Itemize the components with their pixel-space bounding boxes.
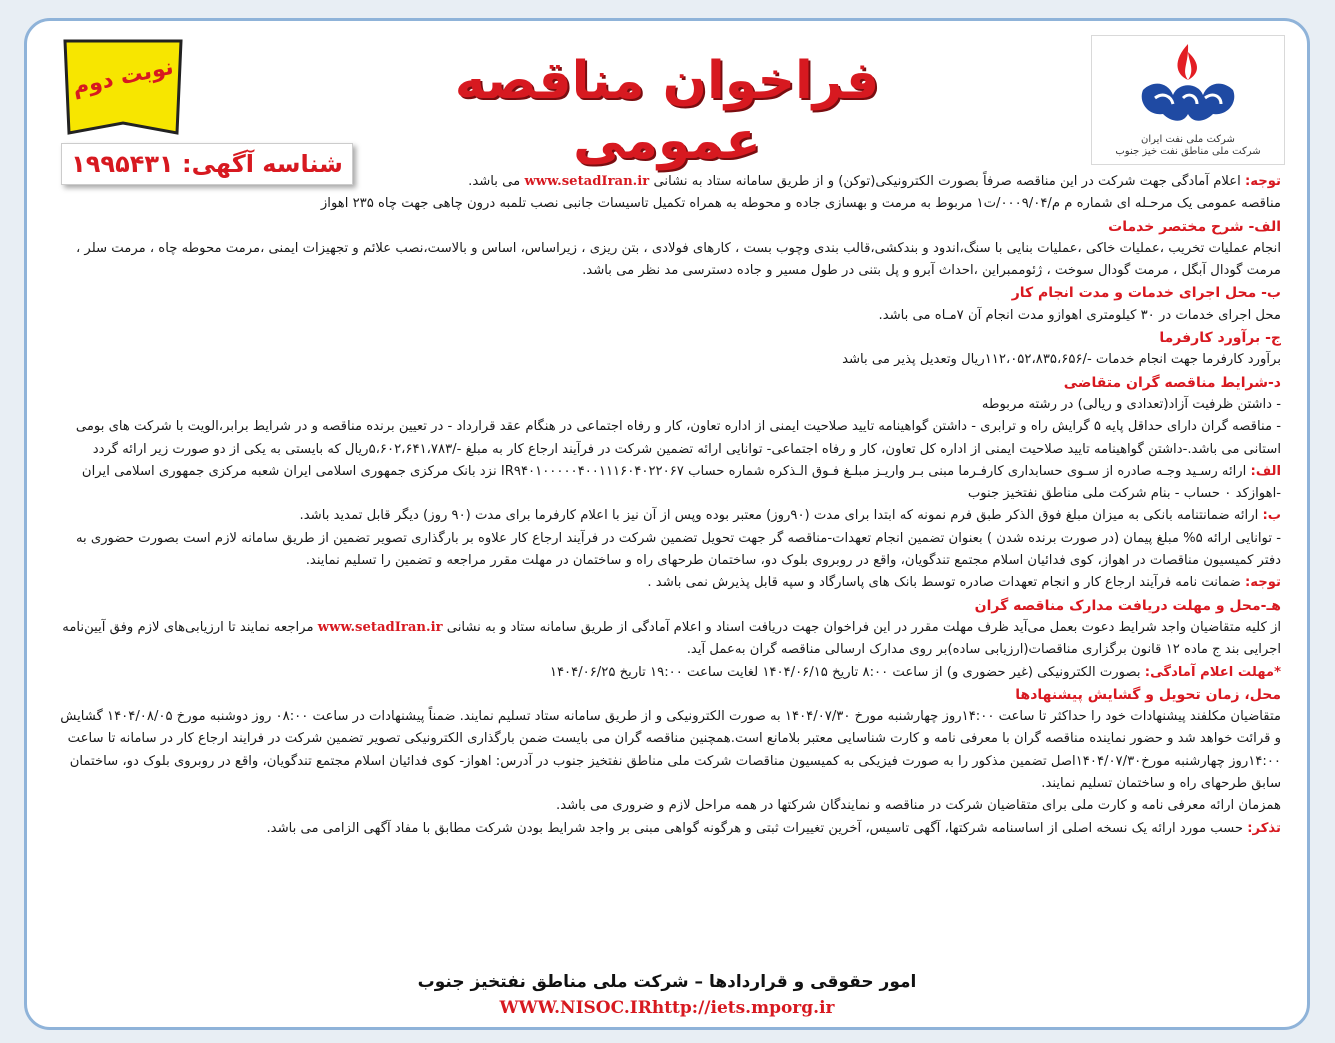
section-mahal-text: متقاضیان مکلفند پیشنهادات خود را حداکثر تا ساعت ۱۴:۰۰روز چهارشنبه مورخ ۱۴۰۴/۰۷/۳۰ به صورت الکترونیکی و از طریق سامانه ستاد تسلیم نمایند. ضمناً پیشنهادات در ساعت ۰۸:۰۰ روز دوشنبه مورخ ۱۴۰۴/۰۸/۰۵ گشایش و قرائت خواهد شد و حضور نماینده مناقصه گران با معرفی نامه و کارت شناسایی معتبر بلامانع است.همچنین مناقصه گران می بایست ضمن بارگذاری الکترونیکی تصویر تضمین شرکت در فرایند ارجاع کار در سامانه تا ساعت ۱۴:۰۰روز چهارشنبه مورخ۱۴۰۴/۰۷/۳۰اصل تضمین مذکور را به صورت فیزیکی به کمیسیون مناقصات شرکت ملی مناطق نفتخیز جنوب در آدرس: اهواز- کوی فدائیان اسلام مجتمع تندگویان، واقع در روبروی بلوک دو، ساختمان سابق طرحهای راه و ساختمان تسلیم نمایند. <box>60 709 1281 792</box>
notice-id-value: ۱۹۹۵۴۳۱ <box>71 150 174 178</box>
section-mahal-heading: محل، زمان تحویل و گشایش پیشنهادها <box>1015 686 1281 703</box>
note-2-label: توجه: <box>1245 575 1281 591</box>
he-text-1: از کلیه متقاضیان واجد شرایط دعوت بعمل می‌آید ظرف مهلت مقرر در این فراخوان جهت دریافت اسناد و اعلام آمادگی از طریق سامانه ستاد و به نشانی <box>446 619 1281 635</box>
section-be-heading: ب- محل اجرای خدمات و مدت انجام کار <box>1011 285 1281 302</box>
note-2 <box>55 572 1281 594</box>
flame-logo-icon <box>1133 40 1243 130</box>
deadline-label: *مهلت اعلام آمادگی: <box>1144 664 1281 680</box>
footer-url[interactable]: WWW.NISOC.IRhttp://iets.mporg.ir <box>499 998 835 1018</box>
dal-item-1: - داشتن ظرفیت آزاد(تعدادی و ریالی) در رشته مربوطه <box>981 396 1281 412</box>
setad-link-2[interactable]: www.setadIran.ir <box>317 619 443 635</box>
dal-alef <box>55 461 1281 506</box>
section-jim-text: برآورد کارفرما جهت انجام خدمات -/۱۱۲،۰۵۲،۸۳۵،۶۵۶ریال وتعدیل پذیر می باشد <box>842 352 1281 368</box>
dal-be-text: ارائه ضمانتنامه بانکی به میزان مبلغ فوق الذکر طبق فرم نمونه که ابتدا برای مدت (۹۰روز) معتبر بوده وپس از آن نیز با اعلام کارفرما برای مدت (۹۰ روز) دیگر قابل تمدید باشد. <box>299 508 1259 524</box>
badge-label: نوبت دوم <box>70 54 176 101</box>
note-1-label: توجه: <box>1245 174 1281 189</box>
section-mahal-text-2: همزمان ارائه معرفی نامه و کارت ملی برای متقاضیان شرکت در مناقصه و نمایندگان شرکتها در همه مراحل لازم و ضروری می باشد. <box>556 798 1281 814</box>
note-1-text: اعلام آمادگی جهت شرکت در این مناقصه صرفاً بصورت الکترونیکی(توکن) و از طریق سامانه ستاد به نشانی <box>653 174 1241 189</box>
dal-alef-text: ارائه رسـید وجـه صادره از سـوی حسابداری کارفـرما مبنی بـر واریـز مبلـغ فـوق الـذکره شماره حساب IR۹۴۰۱۰۰۰۰۰۴۰۰۱۱۱۶۰۴۰۲۲۰۶۷ نزد بانک مرکزی جمهوری اسلامی ایران شعبه مرکزی جمهوری اسلامی ایران -اهوازکد ۰ حساب - بنام شرکت ملی مناطق نفتخیز جنوب <box>81 463 1281 502</box>
dal-be <box>55 505 1281 527</box>
dal-be-label: ب: <box>1262 508 1281 524</box>
section-he-heading: هـ-محل و مهلت دریافت مدارک مناقصه گران <box>974 597 1281 614</box>
logo-caption-2: شرکت ملی مناطق نفت خیز جنوب <box>1115 146 1261 157</box>
notice-id-label: شناسه آگهی: <box>182 150 343 178</box>
section-dal-heading: د-شرایط مناقصه گران متقاضی <box>1063 374 1281 391</box>
deadline <box>55 662 1281 684</box>
reminder-text: حسب مورد ارائه یک نسخه اصلی از اساسنامه شرکتها، آگهی تاسیس، آخرین تغییرات ثبتی و هرگونه گواهی مبنی بر واجد شرایط بودن شرکت مطابق با مفاد آگهی الزامی می باشد. <box>266 820 1244 836</box>
footer <box>27 969 1307 1021</box>
dal-item-2: - مناقصه گران دارای حداقل پایه ۵ گرایش راه و ترابری - داشتن گواهینامه تایید صلاحیت ایمنی از اداره تعاون، کار و رفاه اجتماعی در هنگام عقد قرارداد - در تعیین برنده مناقصه و در شرایط برابر،الویت با شرکت های بومی استانی می باشد.-داشتن گواهینامه تایید صلاحیت ایمنی از اداره کل تعاون، کار و رفاه اجتماعی- توانایی ارائه تضمین شرکت در فرآیند ارجاع کار به مبلغ -/۵،۶۰۲،۶۴۱،۷۸۳ریال که بایستی به یکی از دو صورت زیر ارائه گردد <box>75 419 1281 457</box>
notice-frame <box>24 18 1310 1030</box>
section-be-text: محل اجرای خدمات در ۳۰ کیلومتری اهوازو مدت انجام آن ۷مـاه می باشد. <box>878 307 1281 323</box>
reminder-label: تذکر: <box>1247 820 1281 836</box>
section-he-text <box>55 617 1281 662</box>
page-title: فراخوان مناقصه عمومی <box>454 51 880 171</box>
note-2-text: ضمانت نامه فرآیند ارجاع کار و انجام تعهدات صادره توسط بانک های پاسارگاد و سپه قابل پذیرش نمی باشد . <box>647 575 1241 591</box>
section-jim-heading: ج- برآورد کارفرما <box>1159 330 1281 347</box>
he-text-2: مراجعه نمایند تا ارزیابی‌های لازم وفق آیین‌نامه اجرایی بند ج ماده ۱۲ قانون برگزاری مناقصات(ارزیابی ساده)بر روی مدارک ارسالی مناقصه گران به‌عمل آید. <box>62 619 1281 658</box>
section-alef-heading: الف- شرح مختصر خدمات <box>1108 218 1281 235</box>
company-logo <box>1091 35 1285 165</box>
setad-link[interactable]: www.setadIran.ir <box>524 174 650 189</box>
reminder <box>55 818 1281 840</box>
notice-body <box>55 171 1281 840</box>
logo-caption-1: شرکت ملی نفت ایران <box>1141 134 1235 145</box>
second-round-badge <box>59 35 187 145</box>
note-1 <box>55 171 1281 193</box>
note-1-end: می باشد. <box>468 174 521 189</box>
deadline-text: بصورت الکترونیکی (غیر حضوری و) از ساعت ۸:۰۰ تاریخ ۱۴۰۴/۰۶/۱۵ لغایت ساعت ۱۹:۰۰ تاریخ ۱۴۰۴/۰۶/۲۵ <box>549 664 1141 680</box>
dal-item-3: - توانایی ارائه ۵% مبلغ پیمان (در صورت برنده شدن ) بعنوان تضمین انجام تعهدات-مناقصه گر جهت تحویل تضمین شرکت در فرآیند ارجاع کار علاوه بر بارگذاری تصویر تضمین از طریق سامانه لازم است بصورت حضوری به دفتر کمیسیون مناقصات در اهواز، کوی فدائیان اسلام مجتمع تندگویان، واقع در روبروی بلوک دو، ساختمان طرحهای راه و ساختمان در مهلت مقرر مراجعه و تضمین را تسلیم نمایند. <box>75 530 1281 569</box>
dal-alef-label: الف: <box>1250 463 1281 479</box>
footer-title: امور حقوقی و قراردادها – شرکت ملی مناطق نفتخیز جنوب <box>417 972 917 992</box>
intro-text: مناقصه عمومی یک مرحـله ای شماره م م/۰۰۰۹/۰۴/ت۱ مربوط به مرمت و بهسازی جاده و محوطه به همراه تکمیل تاسیسات جانبی نصب تلمبه درون چاهی جهت چاه ۲۳۵ اهواز <box>320 196 1281 212</box>
section-alef-text: انجام عملیات تخریب ،عملیات خاکی ،عملیات بنایی با سنگ،اندود و بندکشی،قالب بندی وچوب بست ، کارهای فولادی ، بتن ریزی ، زیراساس، اساس و بالاست،نصب علائم و تجهیزات ایمنی ،مرمت محوطه چاه ، مرمت سلر ، مرمت گودال آبگل ، مرمت گودال سوخت ، ژئوممبراین ،احداث آبرو و پل بتنی در طول مسیر و جاده دسترسی مد نظر می باشد. <box>75 240 1281 279</box>
